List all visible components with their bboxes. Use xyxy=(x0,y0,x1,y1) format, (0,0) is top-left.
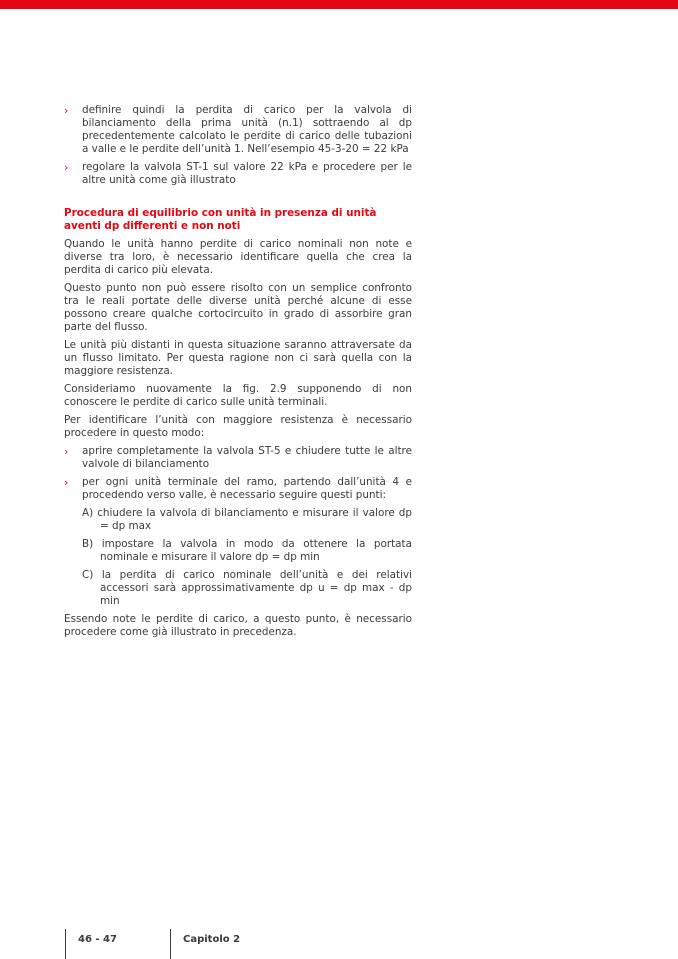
paragraph: Questo punto non può essere risolto con un semplice confronto tra le reali portate delle diverse unità perché alcune di esse possono creare qualche cortocircuito in grado di assorbire gran parte del flusso. xyxy=(64,282,412,333)
chapter-label: Capitolo 2 xyxy=(183,934,241,945)
main-text-column xyxy=(64,104,412,644)
list-item xyxy=(64,104,412,156)
list-item xyxy=(64,445,412,471)
chevron-right-icon: › xyxy=(64,104,69,117)
top-accent-bar xyxy=(0,0,678,9)
list-item xyxy=(64,476,412,502)
paragraph: Le unità più distanti in questa situazione saranno attraversate da un flusso limitato. Per questa ragione non ci sarà quella con la maggiore resistenza. xyxy=(64,339,412,377)
list-item-text: definire quindi la perdita di carico per la valvola di bilanciamento della prima unità (n.1) sottraendo al dp precedentemente calcolato le perdite di carico delle tubazioni a valle e le perdite dell’unità 1. Nell’esempio 45-3-20 = 22 kPa xyxy=(82,104,412,155)
sub-step: C) la perdita di carico nominale dell’unità e dei relativi accessori sarà approssimativamente dp u = dp max - dp min xyxy=(82,569,412,607)
footer-divider xyxy=(65,929,66,959)
sub-step: A) chiudere la valvola di bilanciamento e misurare il valore dp = dp max xyxy=(82,507,412,532)
list-item-text: regolare la valvola ST-1 sul valore 22 kPa e procedere per le altre unità come già illustrato xyxy=(82,161,412,186)
section-heading: Procedura di equilibrio con unità in presenza di unità aventi dp differenti e non noti xyxy=(64,207,377,232)
paragraph: Per identificare l’unità con maggiore resistenza è necessario procedere in questo modo: xyxy=(64,414,412,439)
page-numbers: 46 - 47 xyxy=(78,934,117,945)
list-item-text: aprire completamente la valvola ST-5 e chiudere tutte le altre valvole di bilanciamento xyxy=(82,445,412,470)
sub-step: B) impostare la valvola in modo da ottenere la portata nominale e misurare il valore dp = dp min xyxy=(82,538,412,563)
chevron-right-icon: › xyxy=(64,476,69,489)
paragraph: Quando le unità hanno perdite di carico nominali non note e diverse tra loro, è necessario identificare quella che crea la perdita di carico più elevata. xyxy=(64,238,412,276)
list-item xyxy=(64,161,412,187)
closing-paragraph: Essendo note le perdite di carico, a questo punto, è necessario procedere come già illustrato in precedenza. xyxy=(64,613,412,638)
chevron-right-icon: › xyxy=(64,445,69,458)
paragraph: Consideriamo nuovamente la fig. 2.9 supponendo di non conoscere le perdite di carico sulle unità terminali. xyxy=(64,383,412,408)
footer-divider xyxy=(170,929,171,959)
list-item-text: per ogni unità terminale del ramo, partendo dall’unità 4 e procedendo verso valle, è necessario seguire questi punti: xyxy=(82,476,412,501)
chevron-right-icon: › xyxy=(64,161,69,174)
